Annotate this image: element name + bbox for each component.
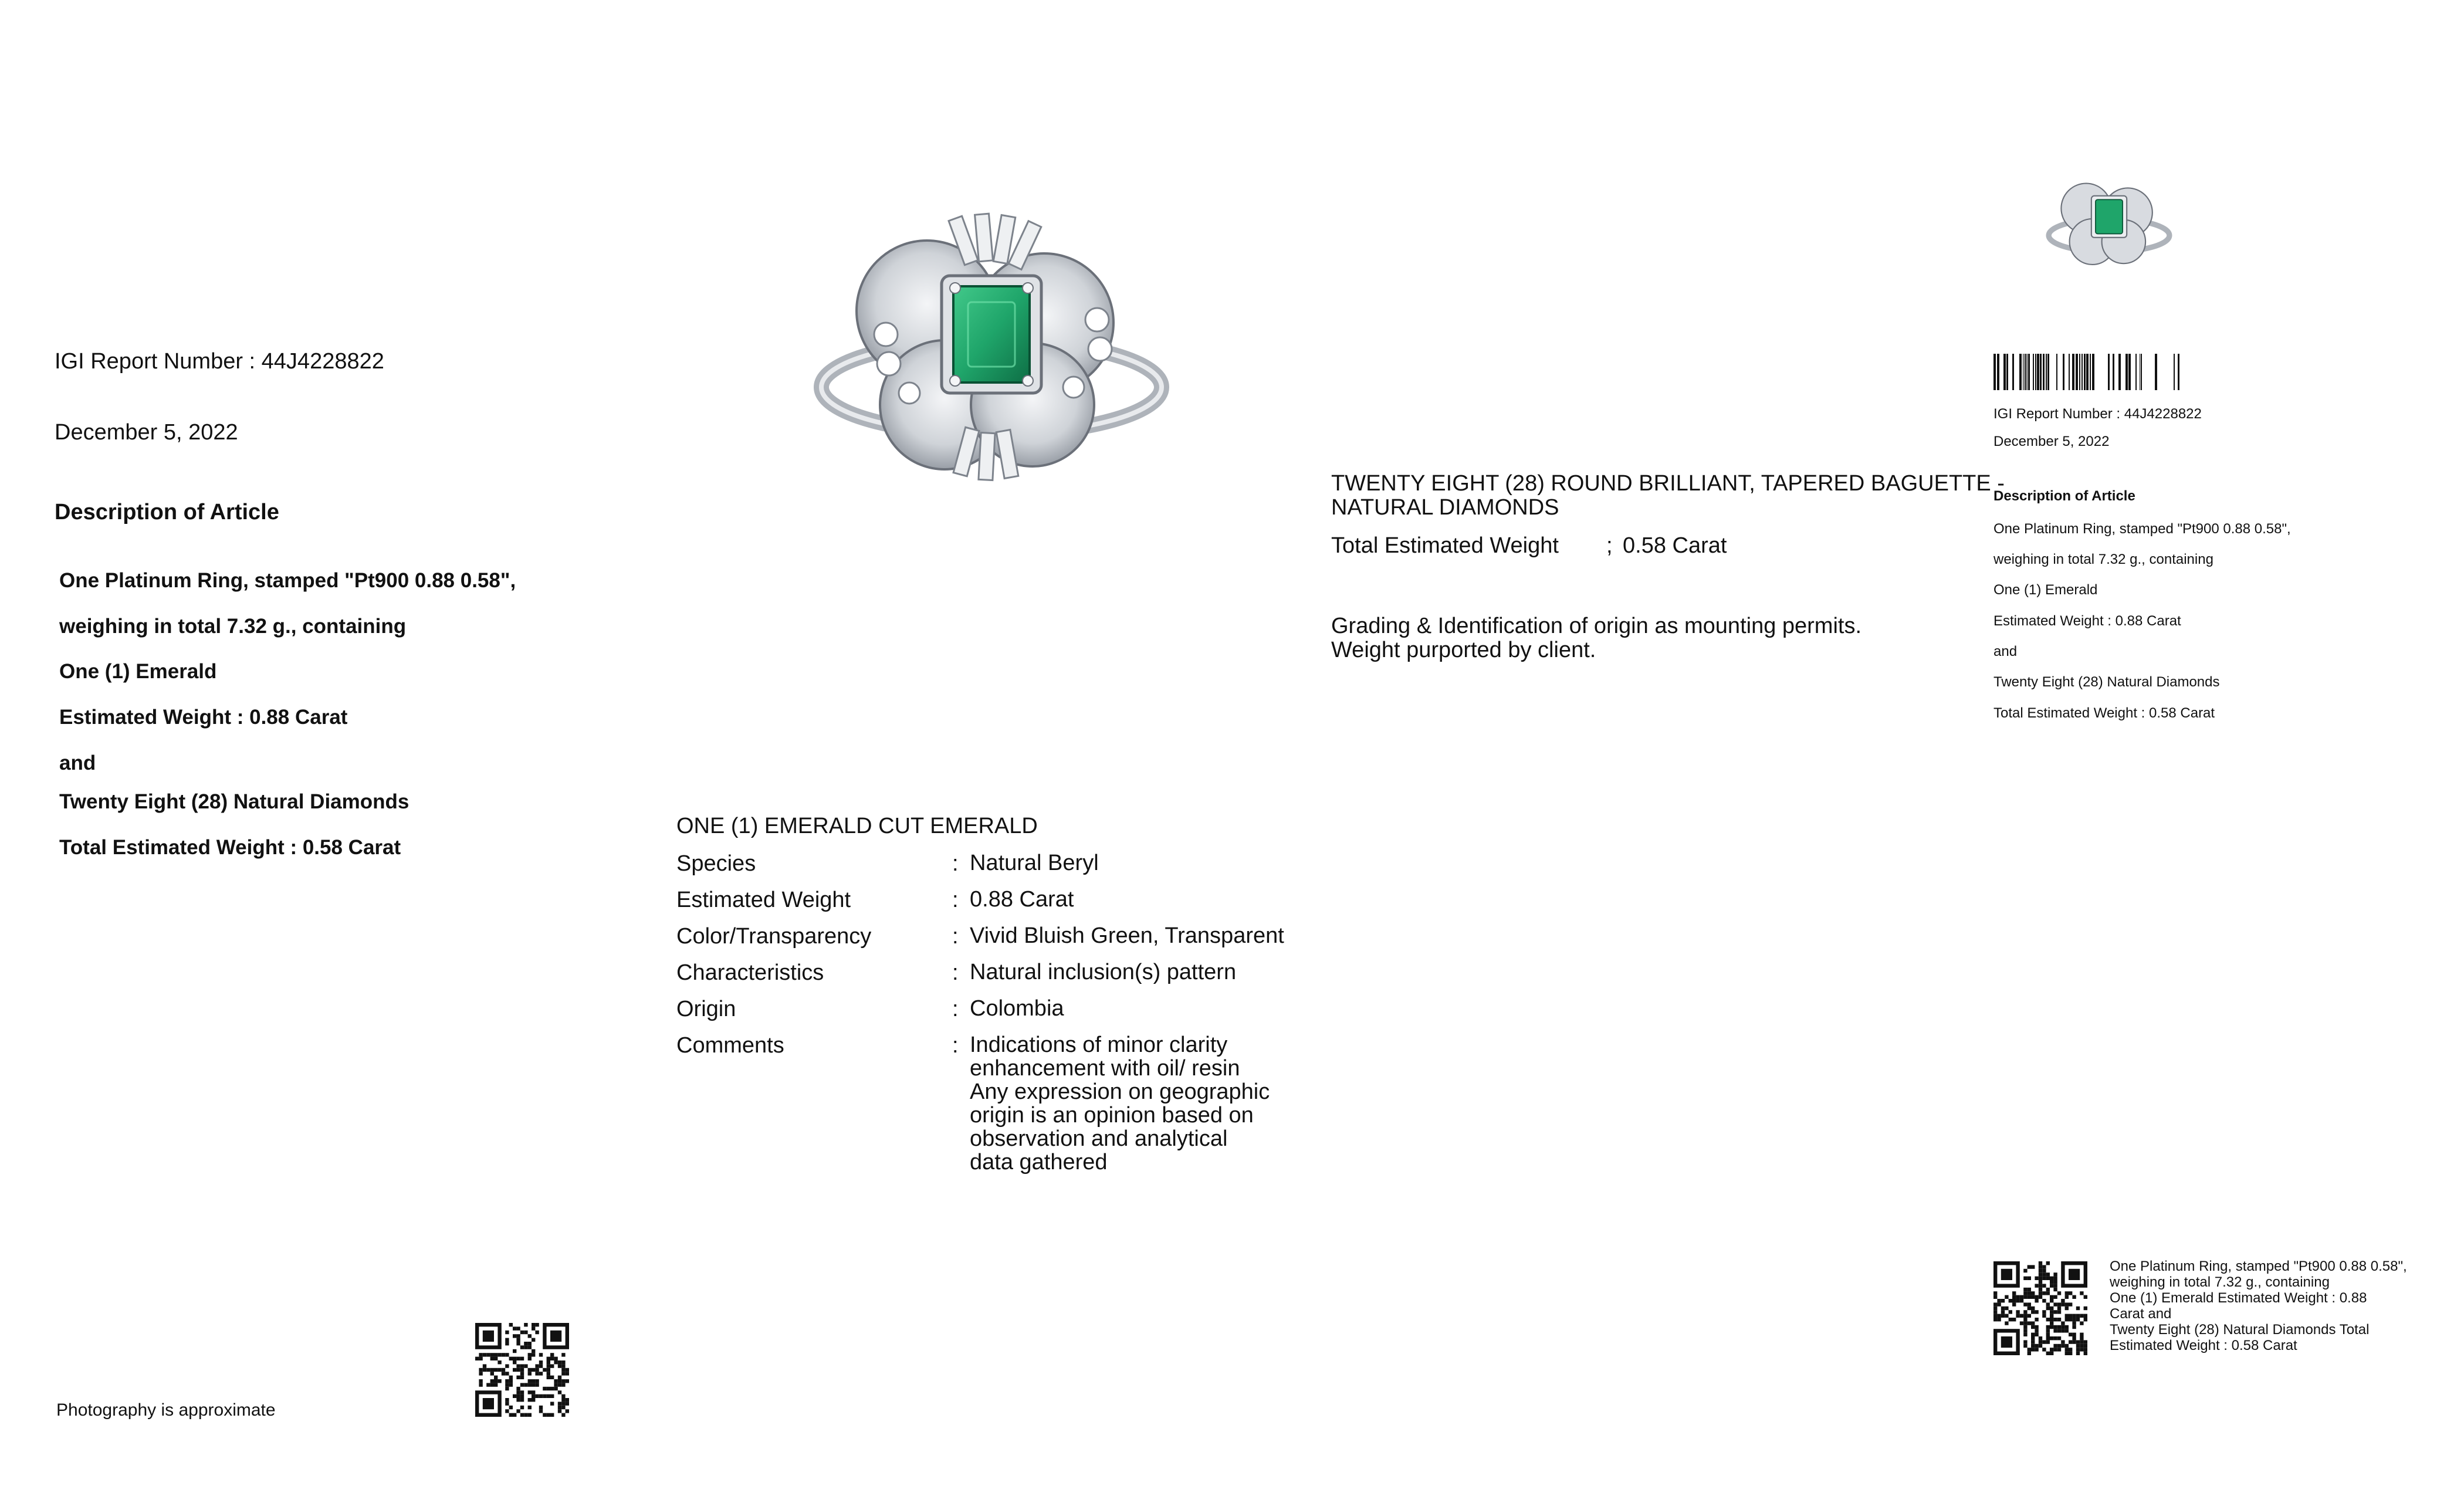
diamonds-weight-separator: ; [1606, 533, 1613, 558]
spec-row [676, 888, 1298, 924]
spec-value: Natural Beryl [970, 851, 1099, 875]
diamonds-weight-value: 0.58 Carat [1623, 533, 1727, 558]
card-description-line: One Platinum Ring, stamped "Pt900 0.88 0.58", [1993, 521, 2291, 537]
description-line: and [59, 752, 96, 774]
diamonds-weight-label: Total Estimated Weight [1331, 533, 1559, 558]
spec-value: Natural inclusion(s) pattern [970, 960, 1237, 984]
report-date: December 5, 2022 [55, 420, 238, 445]
card-description-line: weighing in total 7.32 g., containing [1993, 551, 2213, 567]
description-line: One Platinum Ring, stamped "Pt900 0.88 0.58", [59, 569, 516, 592]
emerald-spec-table [676, 851, 1298, 1186]
description-line: Twenty Eight (28) Natural Diamonds [59, 790, 409, 813]
spec-label: Color/Transparency [676, 924, 872, 949]
qr-code-icon[interactable] [475, 1323, 569, 1417]
spec-value: 0.88 Carat [970, 887, 1074, 912]
description-heading: Description of Article [55, 500, 279, 524]
card-date: December 5, 2022 [1993, 434, 2110, 449]
diamonds-heading-line1: TWENTY EIGHT (28) ROUND BRILLIANT, TAPERED BAGUETTE - [1331, 471, 2005, 496]
spec-separator: : [952, 960, 959, 985]
card-qr-caption [2110, 1258, 2407, 1353]
spec-separator: : [952, 924, 959, 949]
card-description-line: One (1) Emerald [1993, 582, 2098, 598]
spec-separator: : [952, 851, 959, 876]
description-line: weighing in total 7.32 g., containing [59, 615, 407, 638]
card-description-line: Twenty Eight (28) Natural Diamonds [1993, 674, 2220, 690]
photography-note: Photography is approximate [56, 1400, 276, 1420]
spec-label: Species [676, 851, 756, 876]
qr-caption-line: One Platinum Ring, stamped "Pt900 0.88 0.58", [2110, 1258, 2407, 1274]
qr-caption-line: weighing in total 7.32 g., containing [2110, 1274, 2330, 1290]
barcode [1993, 354, 2181, 390]
spec-row [676, 997, 1298, 1033]
spec-label: Comments [676, 1033, 784, 1058]
spec-row [676, 851, 1298, 888]
spec-separator: : [952, 1033, 959, 1058]
card-report-number: IGI Report Number : 44J4228822 [1993, 406, 2202, 422]
card-description-line: and [1993, 644, 2018, 659]
grading-note-line2: Weight purported by client. [1331, 638, 1596, 662]
description-line: Total Estimated Weight : 0.58 Carat [59, 836, 401, 859]
spec-separator: : [952, 997, 959, 1021]
spec-label: Characteristics [676, 960, 824, 985]
card-description-heading: Description of Article [1993, 488, 2135, 504]
grading-note-line1: Grading & Identification of origin as mounting permits. [1331, 614, 1862, 638]
spec-label: Origin [676, 997, 736, 1021]
spec-row [676, 960, 1298, 997]
ring-thumbnail [2045, 167, 2174, 279]
qr-caption-line: Twenty Eight (28) Natural Diamonds Total [2110, 1322, 2370, 1338]
spec-value: Indications of minor clarity enhancement with oil/ resin Any expression on geographic origin is an opinion based on observation and analytical data gathered [970, 1033, 1270, 1175]
card-description-line: Total Estimated Weight : 0.58 Carat [1993, 705, 2215, 721]
card-description-line: Estimated Weight : 0.88 Carat [1993, 613, 2181, 629]
spec-row [676, 1033, 1298, 1186]
description-line: One (1) Emerald [59, 660, 217, 683]
emerald-heading: ONE (1) EMERALD CUT EMERALD [676, 814, 1038, 838]
description-line: Estimated Weight : 0.88 Carat [59, 706, 348, 729]
diamonds-heading-line2: NATURAL DIAMONDS [1331, 495, 1559, 520]
qr-caption-line: Estimated Weight : 0.58 Carat [2110, 1338, 2297, 1353]
spec-value: Vivid Bluish Green, Transparent [970, 923, 1284, 948]
qr-caption-line: One (1) Emerald Estimated Weight : 0.88 [2110, 1290, 2367, 1306]
spec-separator: : [952, 888, 959, 912]
report-number: IGI Report Number : 44J4228822 [55, 349, 384, 374]
spec-value: Colombia [970, 996, 1064, 1021]
spec-label: Estimated Weight [676, 888, 851, 912]
card-qr-code-icon[interactable] [1993, 1261, 2087, 1355]
qr-caption-line: Carat and [2110, 1306, 2172, 1322]
ring-photo [810, 211, 1173, 493]
spec-row [676, 924, 1298, 960]
